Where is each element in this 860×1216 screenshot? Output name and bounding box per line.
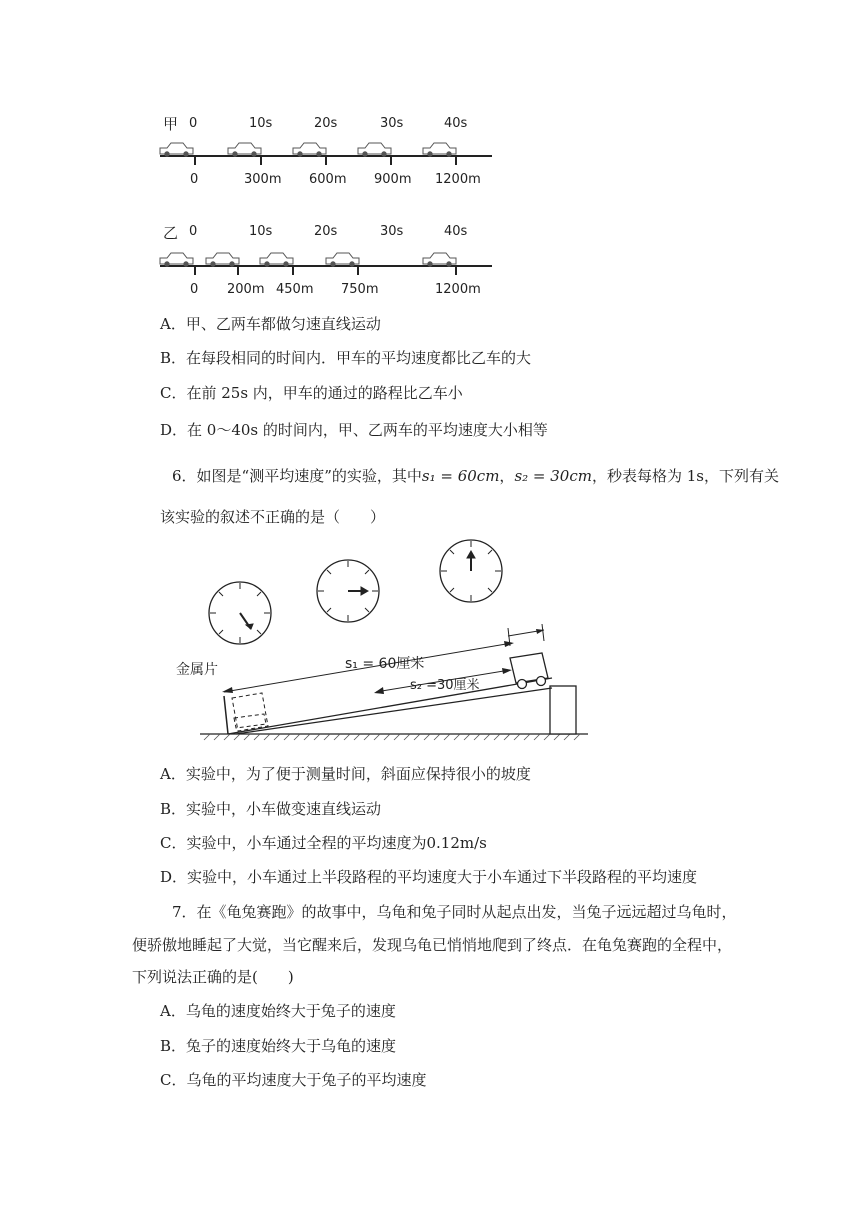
stopwatch-icon [440, 540, 502, 602]
q5-option-d: D．在 0～40s 的时间内，甲、乙两车的平均速度大小相等 [160, 421, 548, 439]
support-block [550, 686, 576, 734]
dashed-cart [232, 693, 268, 731]
car-icon [358, 143, 391, 156]
car-icon [206, 253, 239, 266]
q6-option-c: C．实验中，小车通过全程的平均速度为0.12m/s [160, 834, 487, 852]
yi-dist-2: 450m [276, 282, 314, 297]
q6-prefix: 6．如图是“测平均速度”的实验，其中 [172, 467, 422, 485]
yi-time-3: 30s [380, 224, 404, 239]
s2-label: s₂ =30厘米 [410, 678, 480, 693]
q6-stem-line2: 该实验的叙述不正确的是（ ） [160, 508, 386, 526]
car-icon [423, 143, 456, 156]
car-icon [260, 253, 293, 266]
s1-label: s₁ = 60厘米 [345, 656, 425, 672]
incline-bottom [236, 688, 552, 734]
q7-stem-line1: 7．在《龟兔赛跑》的故事中，乌龟和兔子同时从起点出发，当兔子远远超过乌龟时， [172, 903, 737, 921]
q6-option-a: A．实验中，为了便于测量时间，斜面应保持很小的坡度 [160, 765, 531, 783]
car-icon [423, 253, 456, 266]
jia-dist-4: 1200m [435, 172, 481, 187]
q7-stem-line3: 下列说法正确的是( ) [132, 968, 294, 986]
yi-dist-0: 0 [190, 282, 199, 297]
jia-time-3: 30s [380, 116, 404, 131]
jia-time-2: 20s [314, 116, 338, 131]
yi-time-1: 10s [249, 224, 273, 239]
car-icon [326, 253, 359, 266]
q6-option-d: D．实验中，小车通过上半段路程的平均速度大于小车通过下半段路程的平均速度 [160, 868, 698, 886]
jia-time-0: 0 [189, 116, 198, 131]
yi-dist-1: 200m [227, 282, 265, 297]
incline-experiment-figure [170, 528, 590, 746]
yi-dist-4: 1200m [435, 282, 481, 297]
q5-option-b: B．在每段相同的时间内．甲车的平均速度都比乙车的大 [160, 349, 532, 367]
car-icon [160, 253, 193, 266]
car-icon [228, 143, 261, 156]
stopwatch-icon [209, 582, 271, 644]
stopwatch-icon [317, 560, 379, 622]
q5-option-c: C．在前 25s 内，甲车的通过的路程比乙车小 [160, 384, 463, 402]
yi-time-4: 40s [444, 224, 468, 239]
yi-dist-3: 750m [341, 282, 379, 297]
incline-top [228, 678, 552, 734]
yi-time-0: 0 [189, 224, 198, 239]
q6-s2: s₂ = 30cm [514, 467, 592, 485]
jia-time-1: 10s [249, 116, 273, 131]
jia-dist-1: 300m [244, 172, 282, 187]
cart-icon [510, 653, 548, 689]
car-icon [293, 143, 326, 156]
jia-road [155, 138, 495, 168]
jia-label: 甲 [163, 115, 179, 133]
q6-option-b: B．实验中，小车做变速直线运动 [160, 800, 382, 818]
yi-time-2: 20s [314, 224, 338, 239]
metal-plate [224, 696, 228, 734]
q7-option-b: B．兔子的速度始终大于乌龟的速度 [160, 1037, 397, 1055]
yi-label: 乙 [163, 224, 179, 242]
q6-suffix: ，秒表每格为 1s，下列有关 [591, 467, 779, 485]
q6-s1: s₁ = 60cm [421, 467, 500, 485]
metal-plate-label: 金属片 [176, 662, 218, 678]
q7-stem-line2: 便骄傲地睡起了大觉，当它醒来后，发现乌龟已悄悄地爬到了终点．在龟兔赛跑的全程中， [132, 936, 733, 954]
yi-road [155, 248, 495, 278]
q5-option-a: A．甲、乙两车都做匀速直线运动 [160, 315, 381, 333]
jia-time-4: 40s [444, 116, 468, 131]
q7-option-a: A．乌龟的速度始终大于兔子的速度 [160, 1002, 396, 1020]
car-icon [160, 143, 193, 156]
jia-dist-0: 0 [190, 172, 199, 187]
jia-dist-2: 600m [309, 172, 347, 187]
jia-dist-3: 900m [374, 172, 412, 187]
q6-stem-line1: 6．如图是“测平均速度”的实验，其中s₁ = 60cm，s₂ = 30cm，秒表每格为 1s，下列有关 [172, 467, 779, 485]
q7-option-c: C．乌龟的平均速度大于兔子的平均速度 [160, 1071, 427, 1089]
